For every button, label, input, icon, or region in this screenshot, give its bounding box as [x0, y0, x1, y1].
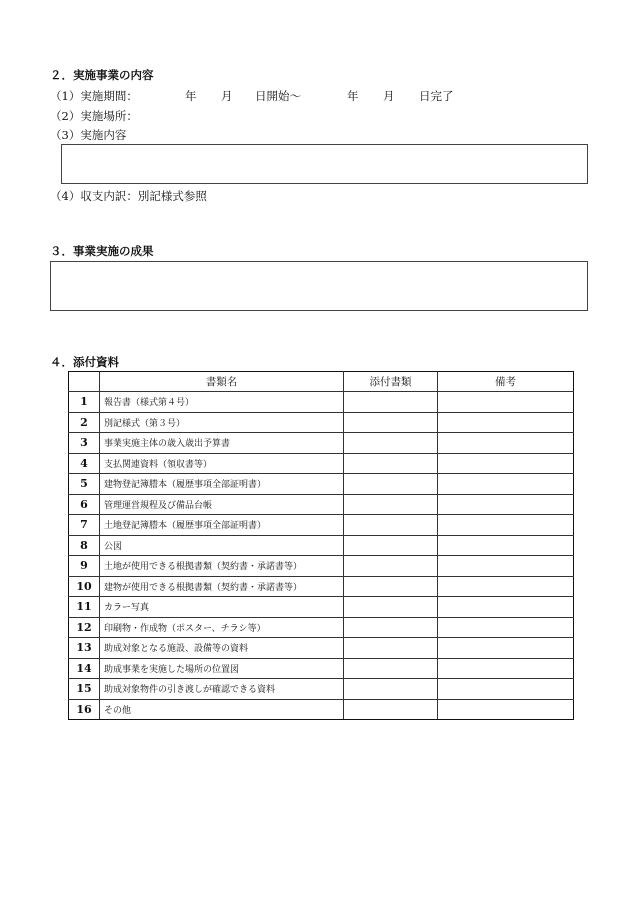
section-3-heading: ３．事業実施の成果: [50, 244, 154, 258]
period-label: （1）実施期間：: [50, 89, 138, 103]
remarks-cell[interactable]: [438, 433, 574, 454]
remarks-cell[interactable]: [438, 535, 574, 556]
attached-cell[interactable]: [344, 412, 438, 433]
content-box[interactable]: [61, 144, 588, 184]
attached-cell[interactable]: [344, 433, 438, 454]
remarks-cell[interactable]: [438, 392, 574, 413]
table-row: [69, 597, 574, 618]
attached-cell[interactable]: [344, 679, 438, 700]
table-row: [69, 638, 574, 659]
attached-cell[interactable]: [344, 699, 438, 720]
document-name-cell: 支払関連資料（領収書等）: [100, 453, 344, 474]
end-month-label: 月: [383, 89, 395, 103]
row-number: 5: [69, 474, 100, 495]
document-name-cell: 事業実施主体の歳入歳出予算書: [100, 433, 344, 454]
document-name-cell: 助成対象物件の引き渡しが確認できる資料: [100, 679, 344, 700]
row-number: 7: [69, 515, 100, 536]
table-row: [69, 679, 574, 700]
remarks-cell[interactable]: [438, 699, 574, 720]
col-header-no: [69, 372, 100, 392]
remarks-cell[interactable]: [438, 576, 574, 597]
attached-cell[interactable]: [344, 494, 438, 515]
row-number: 3: [69, 433, 100, 454]
document-name-cell: カラー写真: [100, 597, 344, 618]
start-month-label: 月: [221, 89, 233, 103]
attached-cell[interactable]: [344, 597, 438, 618]
remarks-cell[interactable]: [438, 638, 574, 659]
table-row: [69, 392, 574, 413]
document-name-cell: 印刷物・作成物（ポスター、チラシ等）: [100, 617, 344, 638]
attached-cell[interactable]: [344, 392, 438, 413]
table-row: [69, 412, 574, 433]
attached-cell[interactable]: [344, 453, 438, 474]
section-4-heading: ４．添付資料: [50, 355, 119, 369]
table-row: [69, 617, 574, 638]
document-name-cell: 助成対象となる施設、設備等の資料: [100, 638, 344, 659]
attached-cell[interactable]: [344, 474, 438, 495]
col-header-attached: 添付書類: [344, 372, 438, 392]
remarks-cell[interactable]: [438, 617, 574, 638]
end-day-label: 日完了: [419, 89, 454, 103]
remarks-cell[interactable]: [438, 474, 574, 495]
attached-cell[interactable]: [344, 658, 438, 679]
table-header-row: [69, 372, 574, 392]
document-name-cell: 建物が使用できる根拠書類（契約書・承諾書等）: [100, 576, 344, 597]
attachments-table: [68, 371, 574, 720]
document-name-cell: 土地が使用できる根拠書類（契約書・承諾書等）: [100, 556, 344, 577]
document-name-cell: 公図: [100, 535, 344, 556]
col-header-remarks: 備考: [438, 372, 574, 392]
document-name-cell: その他: [100, 699, 344, 720]
attached-cell[interactable]: [344, 515, 438, 536]
place-label: （2）実施場所：: [50, 109, 138, 123]
remarks-cell[interactable]: [438, 658, 574, 679]
content-label: （3）実施内容: [50, 128, 127, 142]
section-2-heading: ２．実施事業の内容: [50, 68, 154, 82]
table-row: [69, 433, 574, 454]
document-name-cell: 別記様式（第３号）: [100, 412, 344, 433]
document-name-cell: 管理運営規程及び備品台帳: [100, 494, 344, 515]
row-number: 16: [69, 699, 100, 720]
remarks-cell[interactable]: [438, 597, 574, 618]
row-number: 10: [69, 576, 100, 597]
row-number: 11: [69, 597, 100, 618]
remarks-cell[interactable]: [438, 556, 574, 577]
row-number: 12: [69, 617, 100, 638]
row-number: 9: [69, 556, 100, 577]
attached-cell[interactable]: [344, 617, 438, 638]
col-header-document-name: 書類名: [100, 372, 344, 392]
remarks-cell[interactable]: [438, 515, 574, 536]
remarks-cell[interactable]: [438, 412, 574, 433]
table-row: [69, 576, 574, 597]
row-number: 2: [69, 412, 100, 433]
start-day-label: 日開始～: [255, 89, 301, 103]
table-row: [69, 453, 574, 474]
remarks-cell[interactable]: [438, 679, 574, 700]
remarks-cell[interactable]: [438, 494, 574, 515]
table-row: [69, 699, 574, 720]
document-name-cell: 土地登記簿謄本（履歴事項全部証明書）: [100, 515, 344, 536]
end-year-label: 年: [347, 89, 359, 103]
document-name-cell: 報告書（様式第４号）: [100, 392, 344, 413]
row-number: 8: [69, 535, 100, 556]
results-box[interactable]: [50, 261, 588, 311]
attached-cell[interactable]: [344, 556, 438, 577]
row-number: 4: [69, 453, 100, 474]
table-row: [69, 556, 574, 577]
budget-label: （4）収支内訳：別記様式参照: [50, 189, 207, 203]
start-year-label: 年: [185, 89, 197, 103]
row-number: 15: [69, 679, 100, 700]
row-number: 6: [69, 494, 100, 515]
attached-cell[interactable]: [344, 576, 438, 597]
table-row: [69, 658, 574, 679]
table-row: [69, 535, 574, 556]
row-number: 13: [69, 638, 100, 659]
table-row: [69, 494, 574, 515]
row-number: 1: [69, 392, 100, 413]
table-row: [69, 474, 574, 495]
document-name-cell: 助成事業を実施した場所の位置図: [100, 658, 344, 679]
attached-cell[interactable]: [344, 638, 438, 659]
remarks-cell[interactable]: [438, 453, 574, 474]
attached-cell[interactable]: [344, 535, 438, 556]
document-name-cell: 建物登記簿謄本（履歴事項全部証明書）: [100, 474, 344, 495]
table-row: [69, 515, 574, 536]
row-number: 14: [69, 658, 100, 679]
